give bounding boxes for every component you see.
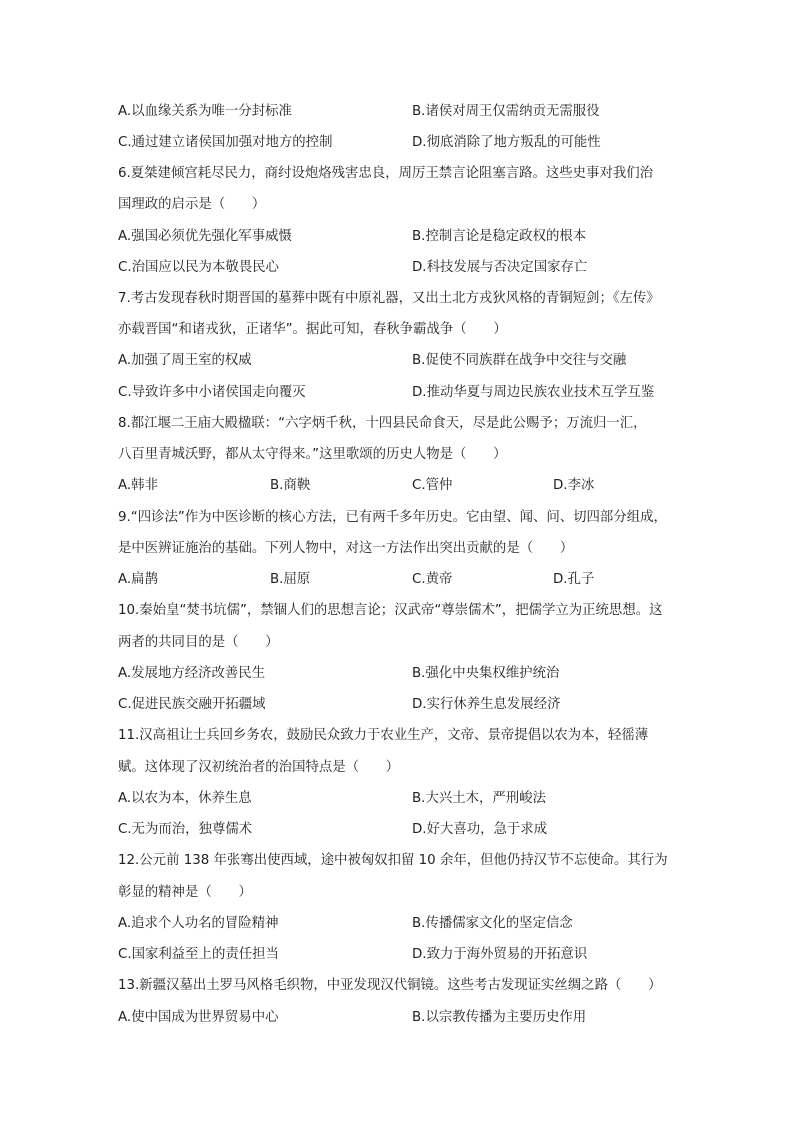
q13-option-a: A.使中国成为世界贸易中心 xyxy=(118,1010,279,1025)
q6-option-c: C.治国应以民为本敬畏民心 xyxy=(118,260,279,275)
q10-option-d: D.实行休养生息发展经济 xyxy=(412,697,561,712)
q11-option-c: C.无为而治，独尊儒术 xyxy=(118,822,253,837)
q12-option-a: A.追求个人功名的冒险精神 xyxy=(118,916,279,931)
q9-option-b: B.屈原 xyxy=(270,572,311,587)
q9-option-a: A.扁鹊 xyxy=(118,572,158,587)
q7-option-a: A.加强了周王室的权威 xyxy=(118,353,252,368)
q13-option-b: B.以宗教传播为主要历史作用 xyxy=(412,1010,587,1025)
q8-option-a: A.韩非 xyxy=(118,478,158,493)
q5-option-c: C.通过建立诸侯国加强对地方的控制 xyxy=(118,135,333,150)
q9-option-c: C.黄帝 xyxy=(412,572,453,587)
q6-option-b: B.控制言论是稳定政权的根本 xyxy=(412,229,587,244)
q5-option-a: A.以血缘关系为唯一分封标准 xyxy=(118,104,292,119)
q8-stem-line-2: 八百里青城沃野，都从太守得来。”这里歌颂的历史人物是（ ） xyxy=(118,447,507,462)
q5-option-d: D.彻底消除了地方叛乱的可能性 xyxy=(412,135,601,150)
q6-stem-line-2: 国理政的启示是（ ） xyxy=(118,197,266,212)
q7-option-d: D.推动华夏与周边民族农业技术互学互鉴 xyxy=(412,385,655,400)
q12-stem-line-2: 彰显的精神是（ ） xyxy=(118,885,252,900)
q9-option-d: D.孔子 xyxy=(553,572,595,587)
q6-stem-line-1: 6.夏桀建倾宫耗尽民力，商纣设炮烙残害忠良，周厉王禁言论阻塞言路。这些史事对我们治 xyxy=(118,166,654,181)
q9-stem-line-2: 是中医辨证施治的基础。下列人物中，对这一方法作出突出贡献的是（ ） xyxy=(118,541,574,556)
q13-stem-line-1: 13.新疆汉墓出土罗马风格毛织物，中亚发现汉代铜镜。这些考古发现证实丝绸之路（ ） xyxy=(118,978,662,993)
q12-option-b: B.传播儒家文化的坚定信念 xyxy=(412,916,573,931)
q8-option-c: C.管仲 xyxy=(412,478,453,493)
q10-option-a: A.发展地方经济改善民生 xyxy=(118,666,266,681)
q11-option-a: A.以农为本，休养生息 xyxy=(118,791,252,806)
q11-stem-line-1: 11.汉高祖让士兵回乡务农，鼓励民众致力于农业生产，文帝、景帝提倡以农为本，轻徭薄 xyxy=(118,728,649,743)
q8-option-b: B.商鞅 xyxy=(270,478,311,493)
q8-option-d: D.李冰 xyxy=(553,478,595,493)
q8-stem-line-1: 8.都江堰二王庙大殿楹联：“六字炳千秋，十四县民命食天，尽是此公赐予；万流归一汇， xyxy=(118,416,647,431)
q6-option-a: A.强国必须优先强化军事威慑 xyxy=(118,229,292,244)
q12-option-d: D.致力于海外贸易的开拓意识 xyxy=(412,947,588,962)
q9-stem-line-1: 9.“四诊法”作为中医诊断的核心方法，已有两千多年历史。它由望、闻、问、切四部分组成， xyxy=(118,510,667,525)
q7-stem-line-1: 7.考古发现春秋时期晋国的墓葬中既有中原礼器，又出土北方戎狄风格的青铜短剑；《左传》 xyxy=(118,291,660,306)
q10-option-c: C.促进民族交融开拓疆域 xyxy=(118,697,266,712)
q6-option-d: D.科技发展与否决定国家存亡 xyxy=(412,260,588,275)
q7-option-c: C.导致许多中小诸侯国走向覆灭 xyxy=(118,385,306,400)
q10-stem-line-1: 10.秦始皇“焚书坑儒”，禁锢人们的思想言论；汉武帝“尊崇儒术”，把儒学立为正统思想。这 xyxy=(118,603,663,618)
q11-stem-line-2: 赋。这体现了汉初统治者的治国特点是（ ） xyxy=(118,760,400,775)
q10-stem-line-2: 两者的共同目的是（ ） xyxy=(118,635,279,650)
q11-option-b: B.大兴土木，严刑峻法 xyxy=(412,791,546,806)
q11-option-d: D.好大喜功，急于求成 xyxy=(412,822,548,837)
q5-option-b: B.诸侯对周王仅需纳贡无需服役 xyxy=(412,104,600,119)
q10-option-b: B.强化中央集权维护统治 xyxy=(412,666,560,681)
q7-stem-line-2: 亦载晋国“和诸戎狄，正诸华”。据此可知，春秋争霸战争（ ） xyxy=(118,322,507,337)
q12-option-c: C.国家利益至上的责任担当 xyxy=(118,947,279,962)
q12-stem-line-1: 12.公元前 138 年张骞出使西域，途中被匈奴扣留 10 余年，但他仍持汉节不忘使命。其行为 xyxy=(118,853,668,868)
q7-option-b: B.促使不同族群在战争中交往与交融 xyxy=(412,353,627,368)
